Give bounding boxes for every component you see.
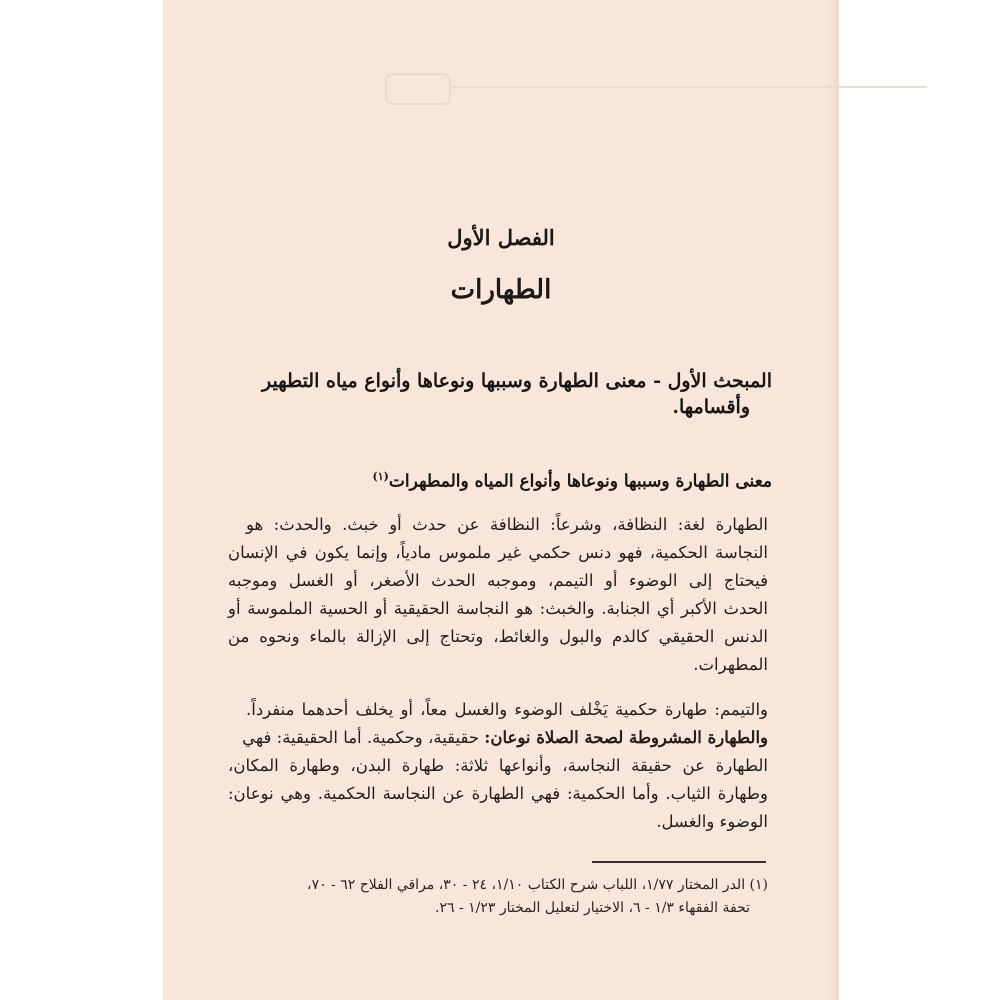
paragraph-line: الطهارة عن حقيقة النجاسة، وأنواعها ثلاثة: طهارة البدن، وطهارة المكان،: [228, 756, 768, 775]
paragraph-line: وطهارة الثياب. وأما الحكمية: فهي الطهارة عن النجاسة الحكمية. وهي نوعان:: [228, 784, 768, 803]
page-title: الطهارات: [450, 275, 552, 305]
footnote-marker: (١): [372, 470, 389, 483]
paragraph-line: المطهرات.: [693, 655, 768, 674]
paragraph-line: والتيمم: طهارة حكمية يَخْلف الوضوء والغسل معاً، أو يخلف أحدهما منفرداً.: [246, 700, 769, 719]
paragraph-line: الطهارة لغة: النظافة، وشرعاً: النظافة عن حدث أو خبث. والحدث: هو: [246, 515, 768, 534]
subheading: [373, 470, 772, 492]
book-page: [163, 0, 839, 1000]
paragraph-text: حقيقية، وحكمية. أما الحقيقية: فهي: [242, 728, 485, 747]
paragraph-line: النجاسة الحكمية، فهو دنس حكمي غير ملموس مادياً، وإنما يكون في الإنسان: [228, 543, 768, 562]
bleed-through-header-rule: [449, 86, 927, 88]
subheading-text: معنى الطهارة وسببها ونوعاها وأنواع المياه والمطهرات: [388, 471, 772, 492]
paragraph-line: [242, 728, 768, 747]
page-edge-shadow: [825, 0, 839, 1000]
section-heading-line-2: وأقسامها.: [672, 396, 750, 418]
paragraph-line: الدنس الحقيقي كالدم والبول والغائط، وتحتاج إلى الإزالة بالماء ونحوه من: [228, 627, 768, 646]
bleed-through-page-number-box: [385, 73, 451, 105]
paragraph-line: الحدث الأكبر أي الجنابة. والخبث: هو النجاسة الحقيقية أو الحسية الملموسة أو: [228, 599, 768, 618]
footnote-line: (١) الدر المختار ١/٧٧، اللباب شرح الكتاب ١/١٠، ٢٤ - ٣٠، مراقي الفلاح ٦٢ - ٧٠،: [307, 877, 768, 893]
bold-lead: والطهارة المشروطة لصحة الصلاة نوعان:: [484, 728, 768, 747]
footnote-line: تحفة الفقهاء ١/٣ - ٦، الاختيار لتعليل المختار ١/٢٣ - ٢٦.: [435, 900, 750, 916]
paragraph-line: فيحتاج إلى الوضوء أو التيمم، وموجبه الحدث الأصغر، أو الغسل وموجبه: [228, 571, 768, 590]
section-heading-line-1: المبحث الأول - معنى الطهارة وسببها ونوعاها وأنواع مياه التطهير: [262, 370, 772, 392]
chapter-title: الفصل الأول: [447, 225, 555, 250]
footnote-divider: [592, 861, 766, 863]
paragraph-line: الوضوء والغسل.: [656, 812, 768, 831]
